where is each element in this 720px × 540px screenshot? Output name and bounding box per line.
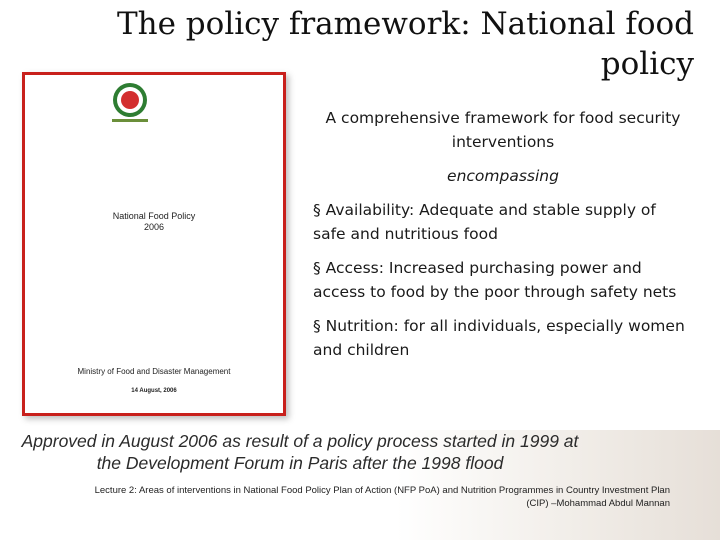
bullet-access: § Access: Increased purchasing power and access to food by the poor through safety nets <box>313 259 677 301</box>
slide-title: The policy framework: National food policy <box>116 6 694 82</box>
policy-cover-image <box>22 72 286 416</box>
content-block <box>313 106 693 362</box>
footer-citation: Lecture 2: Areas of interventions in National Food Policy Plan of Action (NFP PoA) and Nutrition Programmes in Country Investment Plan (CIP) –Mohammad Abdul Mannan <box>94 485 670 509</box>
cover-title-line2: 2006 <box>143 222 165 232</box>
intro-text: A comprehensive framework for food security interventions <box>325 109 681 151</box>
cover-title <box>25 211 283 233</box>
approved-note: Approved in August 2006 as result of a policy process started in 1999 at the Development Forum in Paris after the 1998 flood <box>21 431 579 473</box>
cover-ministry: Ministry of Food and Disaster Management <box>77 367 231 376</box>
cover-title-line1: National Food Policy <box>112 211 196 221</box>
bullet-availability: § Availability: Adequate and stable supply of safe and nutritious food <box>313 201 656 243</box>
bangladesh-emblem-icon <box>111 81 149 119</box>
encompassing-text: encompassing <box>447 167 559 185</box>
cover-date: 14 August, 2006 <box>131 388 177 394</box>
bullet-nutrition: § Nutrition: for all individuals, especially women and children <box>313 317 685 359</box>
emblem-banner <box>112 119 148 122</box>
